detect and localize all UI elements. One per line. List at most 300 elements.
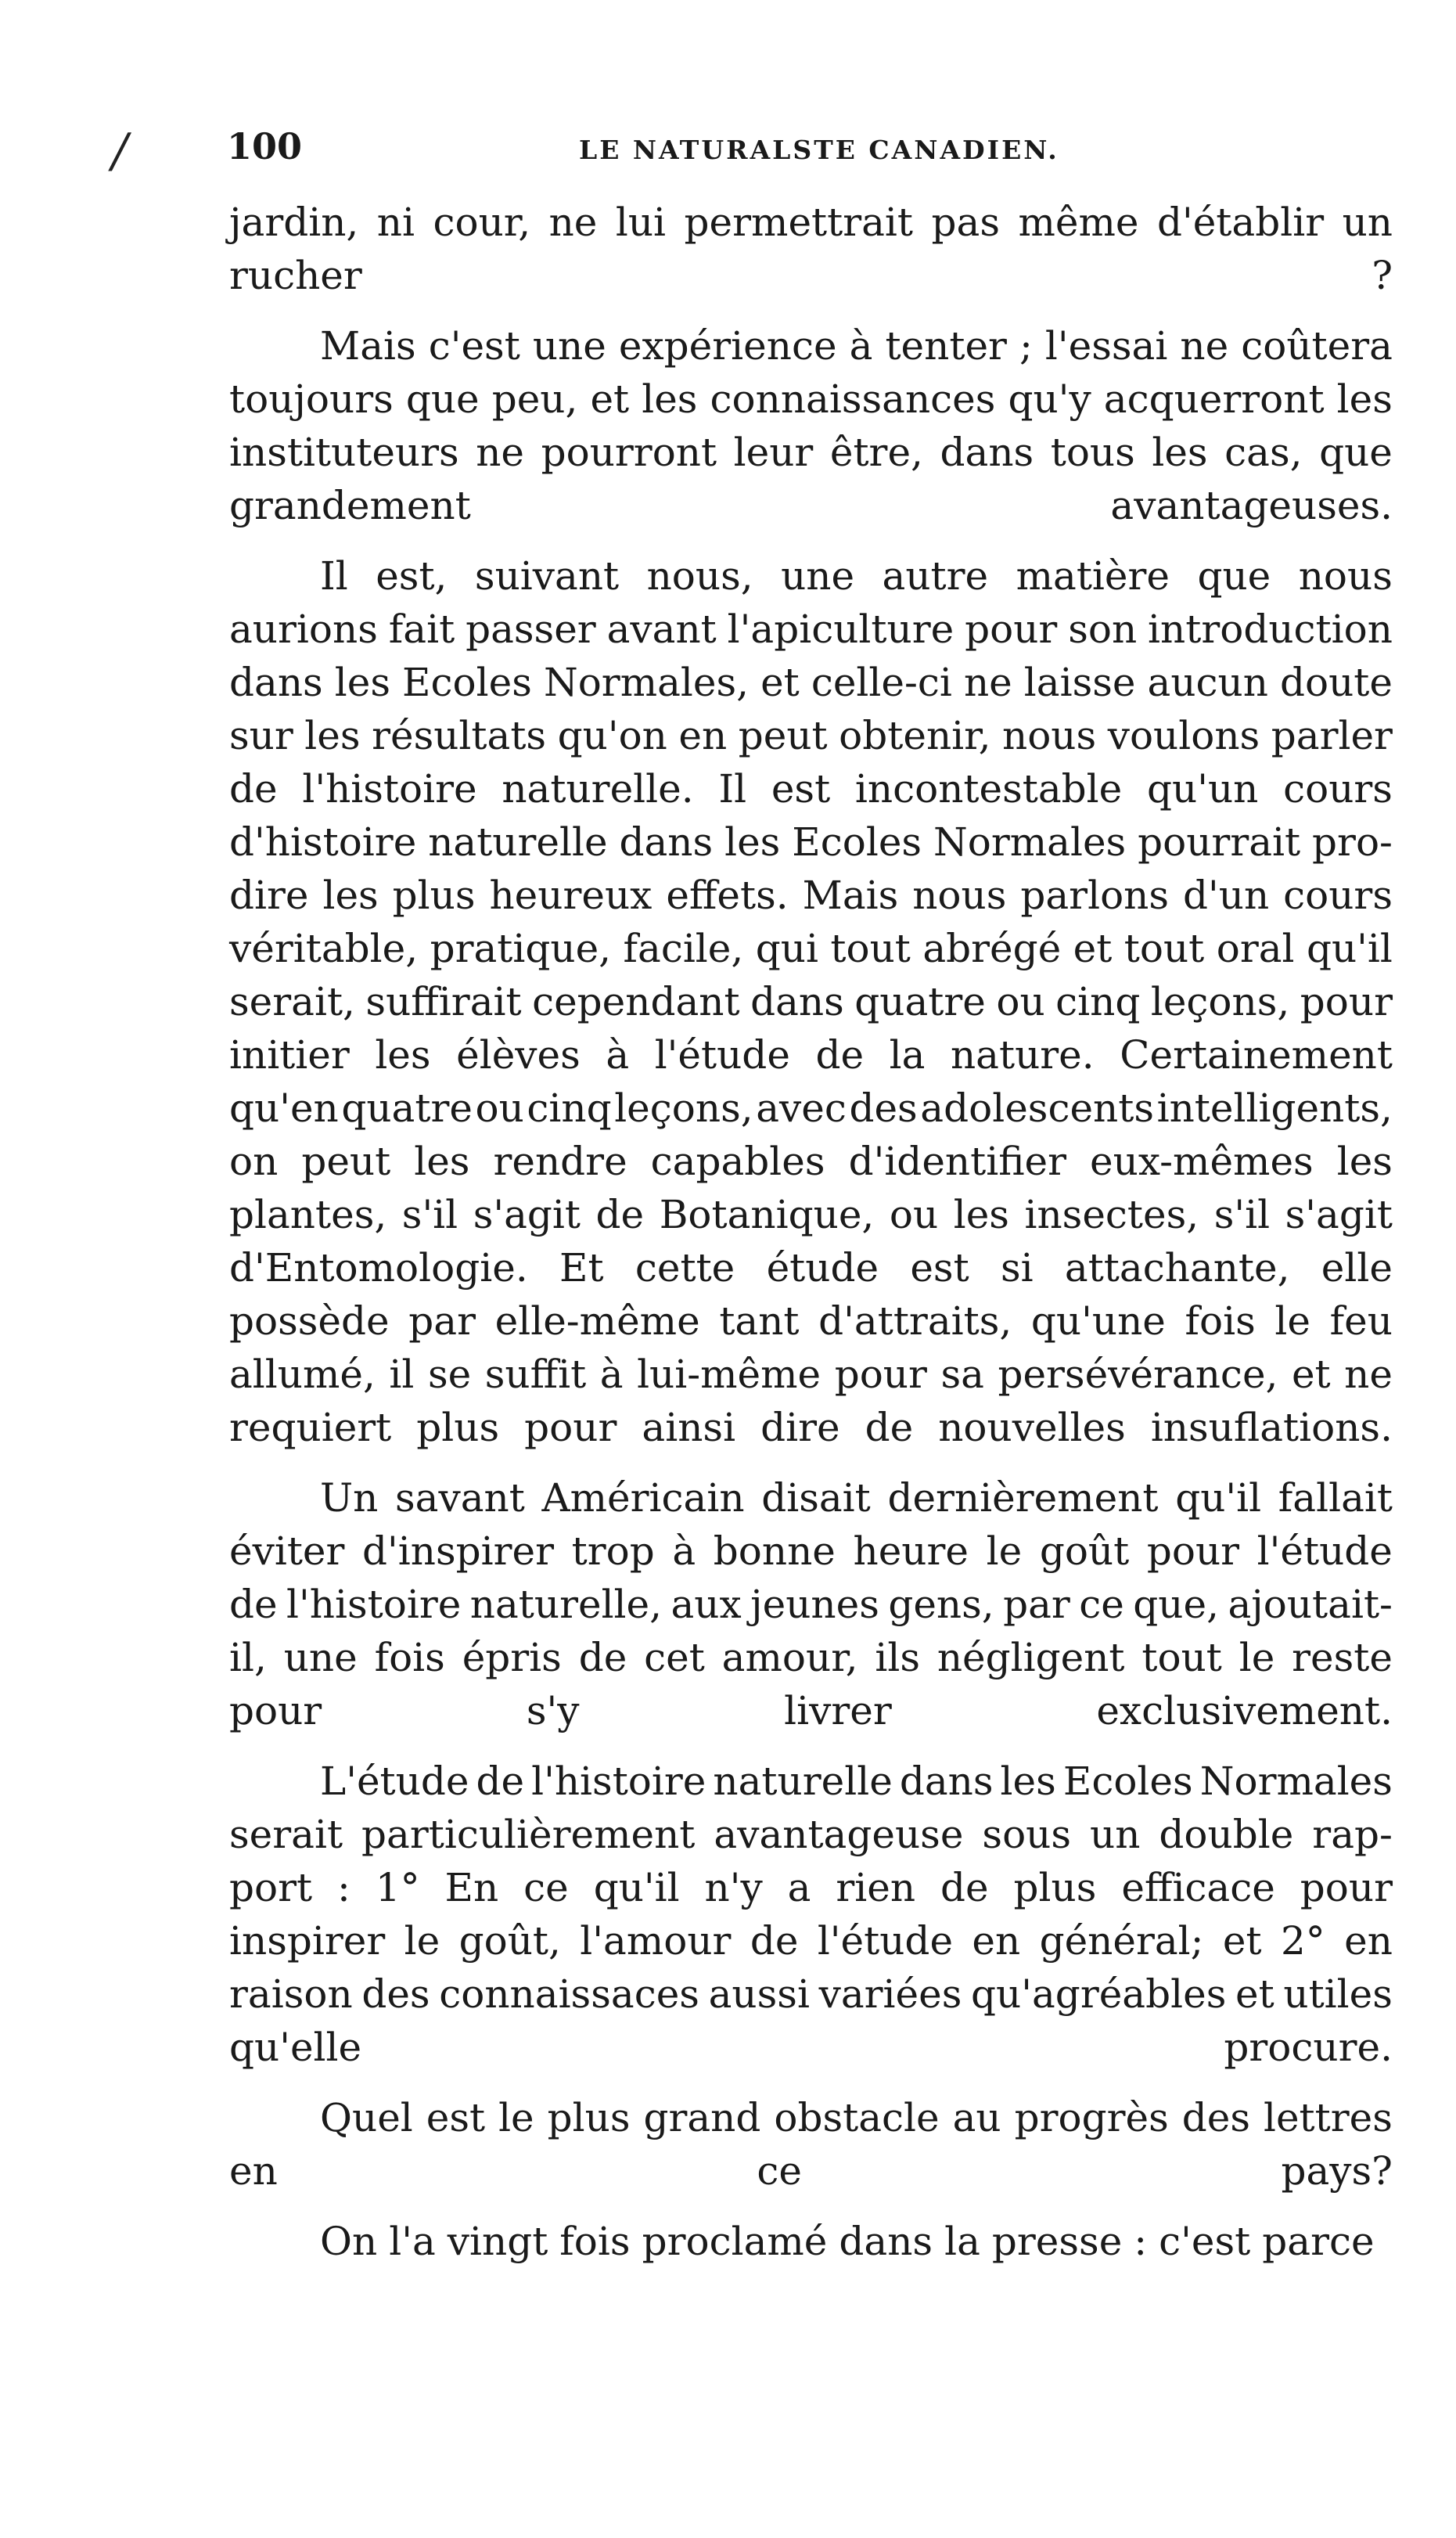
word: fois bbox=[374, 1635, 445, 1680]
word: elle-même bbox=[494, 1298, 700, 1344]
word: Certainement bbox=[1120, 1032, 1393, 1078]
word: On bbox=[320, 2219, 378, 2264]
word: de bbox=[595, 1192, 645, 1237]
text-line bbox=[229, 656, 1393, 709]
word: abrégé bbox=[922, 926, 1062, 971]
word: éviter bbox=[229, 1528, 345, 1574]
word: presse bbox=[991, 2219, 1123, 2264]
word: à bbox=[849, 323, 873, 369]
word: fois bbox=[1185, 1298, 1256, 1344]
word: attachante, bbox=[1064, 1245, 1290, 1291]
word: pour bbox=[1146, 1528, 1240, 1574]
word: ; bbox=[1019, 323, 1033, 369]
text-line bbox=[229, 1188, 1393, 1241]
text-line bbox=[229, 603, 1393, 656]
paragraph bbox=[229, 1755, 1393, 2074]
word: les bbox=[642, 376, 698, 422]
word: pour bbox=[834, 1352, 927, 1397]
word: pour bbox=[1300, 1865, 1393, 1910]
word: aux bbox=[670, 1582, 742, 1627]
word: à bbox=[672, 1528, 696, 1574]
word: Mais bbox=[320, 323, 416, 369]
word: lui-même bbox=[637, 1352, 821, 1397]
word: trop bbox=[571, 1528, 655, 1574]
word: de bbox=[750, 1918, 799, 1964]
word: qu'agréables bbox=[971, 1971, 1227, 2017]
word: laisse bbox=[1023, 660, 1136, 705]
word: les bbox=[414, 1139, 470, 1184]
word: proclamé bbox=[642, 2219, 828, 2264]
word: serait, bbox=[229, 979, 355, 1024]
text-line bbox=[229, 1578, 1393, 1631]
word: cinq bbox=[1055, 979, 1141, 1024]
word: peut bbox=[301, 1139, 391, 1184]
word: pour bbox=[1300, 979, 1393, 1024]
word: avantageuses. bbox=[1110, 483, 1393, 528]
word: permettrait bbox=[684, 200, 914, 245]
word: cette bbox=[635, 1245, 735, 1291]
word: plus bbox=[547, 2095, 631, 2140]
word: au bbox=[952, 2095, 1001, 2140]
word: qu'on bbox=[557, 713, 667, 758]
word: port bbox=[229, 1865, 313, 1910]
word: aucun bbox=[1147, 660, 1268, 705]
word: Mais bbox=[802, 873, 899, 918]
text-line bbox=[229, 1525, 1393, 1578]
word: en bbox=[1344, 1918, 1393, 1964]
word: des bbox=[361, 1971, 430, 2017]
word: persévérance, bbox=[998, 1352, 1278, 1397]
word: qu'elle bbox=[229, 2025, 362, 2070]
paragraph bbox=[229, 2091, 1393, 2198]
word: ce bbox=[757, 2148, 802, 2194]
word: 2° bbox=[1280, 1918, 1325, 1964]
text-line bbox=[229, 1808, 1393, 1861]
paragraph bbox=[229, 2215, 1393, 2268]
word: naturelle. bbox=[502, 766, 694, 812]
word: si bbox=[1000, 1245, 1034, 1291]
word: expérience bbox=[618, 323, 837, 369]
word: Un bbox=[320, 1475, 379, 1521]
word: fait bbox=[388, 607, 455, 652]
word: capables bbox=[650, 1139, 825, 1184]
word: ou bbox=[475, 1085, 524, 1131]
word: dans bbox=[619, 819, 714, 865]
word: nous bbox=[1298, 553, 1393, 599]
word: plus bbox=[392, 873, 476, 918]
word: raison bbox=[229, 1971, 353, 2017]
text-line bbox=[229, 1684, 1393, 1737]
word: même bbox=[1018, 200, 1139, 245]
word: par bbox=[408, 1298, 476, 1344]
paragraph bbox=[229, 1471, 1393, 1737]
word: le bbox=[1274, 1298, 1311, 1344]
word: grand bbox=[643, 2095, 761, 2140]
word: fois bbox=[559, 2219, 631, 2264]
word: ne bbox=[476, 430, 525, 475]
word: intelligents, bbox=[1156, 1085, 1393, 1131]
word: et bbox=[590, 376, 630, 422]
word: ne bbox=[1180, 323, 1229, 369]
margin-mark: / bbox=[112, 124, 128, 178]
word: : bbox=[1134, 2219, 1148, 2264]
word: progrès bbox=[1014, 2095, 1169, 2140]
word: peu, bbox=[491, 376, 578, 422]
word: Quel bbox=[320, 2095, 413, 2140]
text-line bbox=[229, 922, 1393, 975]
word: nous bbox=[1002, 713, 1097, 758]
paragraph bbox=[229, 196, 1393, 302]
word: leçons, bbox=[1150, 979, 1290, 1024]
word: dans bbox=[750, 979, 844, 1024]
word: naturelle bbox=[428, 819, 608, 865]
word: pratique, bbox=[430, 926, 612, 971]
text-line bbox=[229, 1348, 1393, 1401]
word: pour bbox=[965, 607, 1058, 652]
word: bonne bbox=[713, 1528, 836, 1574]
word: ne bbox=[548, 200, 598, 245]
word: parce bbox=[1262, 2219, 1375, 2264]
word: avec bbox=[756, 1085, 847, 1131]
text-line bbox=[229, 2091, 1393, 2144]
word: l'étude bbox=[654, 1032, 790, 1078]
word: l'amour bbox=[580, 1918, 732, 1964]
word: dire bbox=[760, 1405, 840, 1450]
word: L'étude bbox=[320, 1759, 469, 1804]
word: son bbox=[1068, 607, 1138, 652]
word: d'inspirer bbox=[362, 1528, 555, 1574]
word: oral bbox=[1216, 926, 1295, 971]
paragraph bbox=[229, 319, 1393, 532]
word: parlons bbox=[1020, 873, 1170, 918]
word: pourront bbox=[541, 430, 717, 475]
word: et bbox=[1073, 926, 1113, 971]
word: l'apiculture bbox=[727, 607, 954, 652]
word: l'essai bbox=[1044, 323, 1168, 369]
word: livrer bbox=[784, 1688, 892, 1733]
word: inspirer bbox=[229, 1918, 386, 1964]
word: le bbox=[1238, 1635, 1275, 1680]
word: qu'il bbox=[1306, 926, 1393, 971]
text-line bbox=[229, 709, 1393, 762]
word: pour bbox=[229, 1688, 322, 1733]
word: ce bbox=[523, 1865, 569, 1910]
word: utiles bbox=[1283, 1971, 1393, 2017]
text-line bbox=[229, 815, 1393, 869]
word: obstacle bbox=[774, 2095, 940, 2140]
word: et bbox=[1222, 1918, 1262, 1964]
word: est bbox=[771, 766, 831, 812]
word: Normales bbox=[933, 819, 1127, 865]
word: nous bbox=[912, 873, 1007, 918]
word: la bbox=[889, 1032, 926, 1078]
word: nous, bbox=[646, 553, 753, 599]
word: tous bbox=[1050, 430, 1135, 475]
word: connaissaces bbox=[439, 1971, 699, 2017]
word: requiert bbox=[229, 1405, 392, 1450]
word: on bbox=[229, 1139, 279, 1184]
text-line bbox=[229, 1967, 1393, 2021]
word: plus bbox=[416, 1405, 500, 1450]
word: d'un bbox=[1183, 873, 1270, 918]
text-line bbox=[229, 1755, 1393, 1808]
word: de bbox=[578, 1635, 627, 1680]
word: s'agit bbox=[1285, 1192, 1393, 1237]
word: d'identifier bbox=[848, 1139, 1067, 1184]
word: Il bbox=[320, 553, 348, 599]
word: les bbox=[334, 660, 390, 705]
word: une bbox=[532, 323, 606, 369]
word: s'il bbox=[1213, 1192, 1271, 1237]
word: rap- bbox=[1312, 1812, 1393, 1857]
text-line bbox=[229, 975, 1393, 1028]
word: à bbox=[599, 1352, 624, 1397]
word: élèves bbox=[456, 1032, 581, 1078]
word: obtenir, bbox=[839, 713, 991, 758]
word: suffirait bbox=[365, 979, 522, 1024]
word: que bbox=[1197, 553, 1271, 599]
text-line bbox=[229, 319, 1393, 373]
word: tout bbox=[1123, 926, 1205, 971]
word: facile, bbox=[623, 926, 744, 971]
word: les bbox=[1000, 1759, 1056, 1804]
word: plus bbox=[1013, 1865, 1097, 1910]
word: double bbox=[1159, 1812, 1294, 1857]
word: reste bbox=[1292, 1635, 1393, 1680]
word: les bbox=[724, 819, 781, 865]
word: 1° bbox=[375, 1865, 420, 1910]
word: par bbox=[1003, 1582, 1070, 1627]
word: autre bbox=[882, 553, 989, 599]
text-line bbox=[229, 479, 1393, 532]
word: amour, bbox=[721, 1635, 858, 1680]
word: quatre bbox=[854, 979, 986, 1024]
word: variées bbox=[818, 1971, 962, 2017]
word: pro- bbox=[1312, 819, 1393, 865]
word: ajoutait- bbox=[1228, 1582, 1393, 1627]
word: avant bbox=[606, 607, 717, 652]
word: Ecoles bbox=[1062, 1759, 1193, 1804]
word: jardin, bbox=[229, 200, 359, 245]
word: Ecoles bbox=[792, 819, 922, 865]
word: exclusivement. bbox=[1096, 1688, 1393, 1733]
word: pas bbox=[931, 200, 1000, 245]
word: incontestable bbox=[854, 766, 1123, 812]
word: les bbox=[953, 1192, 1009, 1237]
text-line bbox=[229, 2215, 1393, 2268]
word: naturelle, bbox=[469, 1582, 663, 1627]
word: connaissances bbox=[710, 376, 996, 422]
text-line bbox=[229, 1028, 1393, 1082]
word: disait bbox=[761, 1475, 871, 1521]
word: feu bbox=[1329, 1298, 1393, 1344]
word: et bbox=[1291, 1352, 1331, 1397]
word: eux-mêmes bbox=[1090, 1139, 1314, 1184]
word: dans bbox=[899, 1759, 994, 1804]
word: coûtera bbox=[1241, 323, 1393, 369]
word: s'y bbox=[526, 1688, 580, 1733]
word: pourrait bbox=[1138, 819, 1301, 865]
word: qu'il bbox=[1175, 1475, 1262, 1521]
word: ne bbox=[963, 660, 1012, 705]
word: procure. bbox=[1224, 2025, 1393, 2070]
paragraph bbox=[229, 549, 1393, 1454]
word: d'attraits, bbox=[818, 1298, 1012, 1344]
word: de bbox=[815, 1032, 865, 1078]
word: véritable, bbox=[229, 926, 419, 971]
word: pour bbox=[524, 1405, 617, 1450]
word: tenter bbox=[885, 323, 1007, 369]
word: négligent bbox=[937, 1635, 1125, 1680]
text-line bbox=[229, 196, 1393, 249]
word: il, bbox=[229, 1635, 267, 1680]
word: Il bbox=[718, 766, 747, 812]
word: ce bbox=[1079, 1582, 1124, 1627]
word: l'a bbox=[389, 2219, 436, 2264]
word: s'agit bbox=[473, 1192, 581, 1237]
word: de bbox=[940, 1865, 989, 1910]
word: et bbox=[760, 660, 800, 705]
text-line bbox=[229, 1241, 1393, 1294]
word: sur bbox=[229, 713, 293, 758]
word: parler bbox=[1271, 713, 1393, 758]
word: Ecoles bbox=[402, 660, 532, 705]
text-line bbox=[229, 869, 1393, 922]
word: les bbox=[1336, 376, 1393, 422]
word: Botanique, bbox=[659, 1192, 875, 1237]
word: que bbox=[405, 376, 480, 422]
word: elle bbox=[1321, 1245, 1393, 1291]
word: aurions bbox=[229, 607, 378, 652]
word: s'il bbox=[401, 1192, 458, 1237]
word: possède bbox=[229, 1298, 390, 1344]
word: un bbox=[1342, 200, 1393, 245]
word: doute bbox=[1280, 660, 1393, 705]
word: savant bbox=[395, 1475, 525, 1521]
word: qu'y bbox=[1008, 376, 1091, 422]
word: toujours bbox=[229, 376, 394, 422]
text-line bbox=[229, 762, 1393, 815]
word: particulièrement bbox=[361, 1812, 696, 1857]
text-line bbox=[229, 1471, 1393, 1525]
word: le bbox=[986, 1528, 1023, 1574]
word: l'histoire bbox=[531, 1759, 706, 1804]
word: d'établir bbox=[1156, 200, 1325, 245]
word: n'y bbox=[704, 1865, 763, 1910]
word: dans bbox=[940, 430, 1034, 475]
text-line bbox=[229, 1135, 1393, 1188]
word: cours bbox=[1283, 873, 1393, 918]
text-line bbox=[229, 549, 1393, 603]
word: effets. bbox=[666, 873, 789, 918]
word: en bbox=[972, 1918, 1021, 1964]
word: est, bbox=[376, 553, 448, 599]
word: les bbox=[1336, 1139, 1393, 1184]
word: Normales, bbox=[543, 660, 750, 705]
word: nouvelles bbox=[938, 1405, 1126, 1450]
word: voulons bbox=[1107, 713, 1260, 758]
word: la bbox=[944, 2219, 980, 2264]
word: épris bbox=[462, 1635, 562, 1680]
word: général; bbox=[1039, 1918, 1204, 1964]
word: les bbox=[375, 1032, 431, 1078]
word: allumé, bbox=[229, 1352, 376, 1397]
word: adolescents bbox=[920, 1085, 1155, 1131]
text-line bbox=[229, 2021, 1393, 2074]
word: plantes, bbox=[229, 1192, 387, 1237]
word: matière bbox=[1016, 553, 1170, 599]
text-line bbox=[229, 1401, 1393, 1454]
word: les bbox=[304, 713, 361, 758]
word: résultats bbox=[372, 713, 547, 758]
word: ou bbox=[889, 1192, 939, 1237]
text-line bbox=[229, 1631, 1393, 1684]
word: en bbox=[229, 2148, 278, 2194]
word: sous bbox=[982, 1812, 1072, 1857]
word: cour, bbox=[433, 200, 531, 245]
word: vingt bbox=[447, 2219, 548, 2264]
word: tout bbox=[830, 926, 911, 971]
word: de bbox=[476, 1759, 525, 1804]
word: c'est bbox=[1159, 2219, 1251, 2264]
word: insectes, bbox=[1024, 1192, 1199, 1237]
word: ou bbox=[996, 979, 1045, 1024]
word: instituteurs bbox=[229, 430, 459, 475]
text-line bbox=[229, 1861, 1393, 1914]
word: lui bbox=[615, 200, 667, 245]
word: ne bbox=[1344, 1352, 1393, 1397]
word: gens, bbox=[888, 1582, 994, 1627]
word: se bbox=[427, 1352, 472, 1397]
word: l'étude bbox=[817, 1918, 954, 1964]
word: naturelle bbox=[713, 1759, 893, 1804]
word: goût bbox=[1039, 1528, 1130, 1574]
word: cependant bbox=[532, 979, 740, 1024]
word: initier bbox=[229, 1032, 350, 1078]
word: dire bbox=[229, 873, 309, 918]
text-line bbox=[229, 1914, 1393, 1967]
word: l'histoire bbox=[302, 766, 477, 812]
word: une bbox=[781, 553, 855, 599]
word: jeunes bbox=[750, 1582, 879, 1627]
word: Américain bbox=[541, 1475, 745, 1521]
word: que, bbox=[1133, 1582, 1219, 1627]
word: leçons, bbox=[614, 1085, 753, 1131]
word: Et bbox=[559, 1245, 604, 1291]
word: leur bbox=[733, 430, 814, 475]
word: à bbox=[606, 1032, 630, 1078]
text-line bbox=[229, 1082, 1393, 1135]
word: peut bbox=[738, 713, 828, 758]
word: que bbox=[1319, 430, 1393, 475]
word: cas, bbox=[1224, 430, 1303, 475]
word: tout bbox=[1141, 1635, 1222, 1680]
word: heureux bbox=[489, 873, 653, 918]
word: goût, bbox=[458, 1918, 561, 1964]
word: c'est bbox=[428, 323, 520, 369]
page-number: 100 bbox=[227, 125, 303, 167]
word: lettres bbox=[1263, 2095, 1393, 2140]
word: l'étude bbox=[1256, 1528, 1393, 1574]
word: efficace bbox=[1121, 1865, 1275, 1910]
word: celle-ci bbox=[811, 660, 952, 705]
word: qu'il bbox=[593, 1865, 680, 1910]
word: heure bbox=[853, 1528, 969, 1574]
text-line bbox=[229, 249, 1393, 302]
word: nature. bbox=[950, 1032, 1095, 1078]
word: cinq bbox=[527, 1085, 612, 1131]
word: fallait bbox=[1278, 1475, 1393, 1521]
